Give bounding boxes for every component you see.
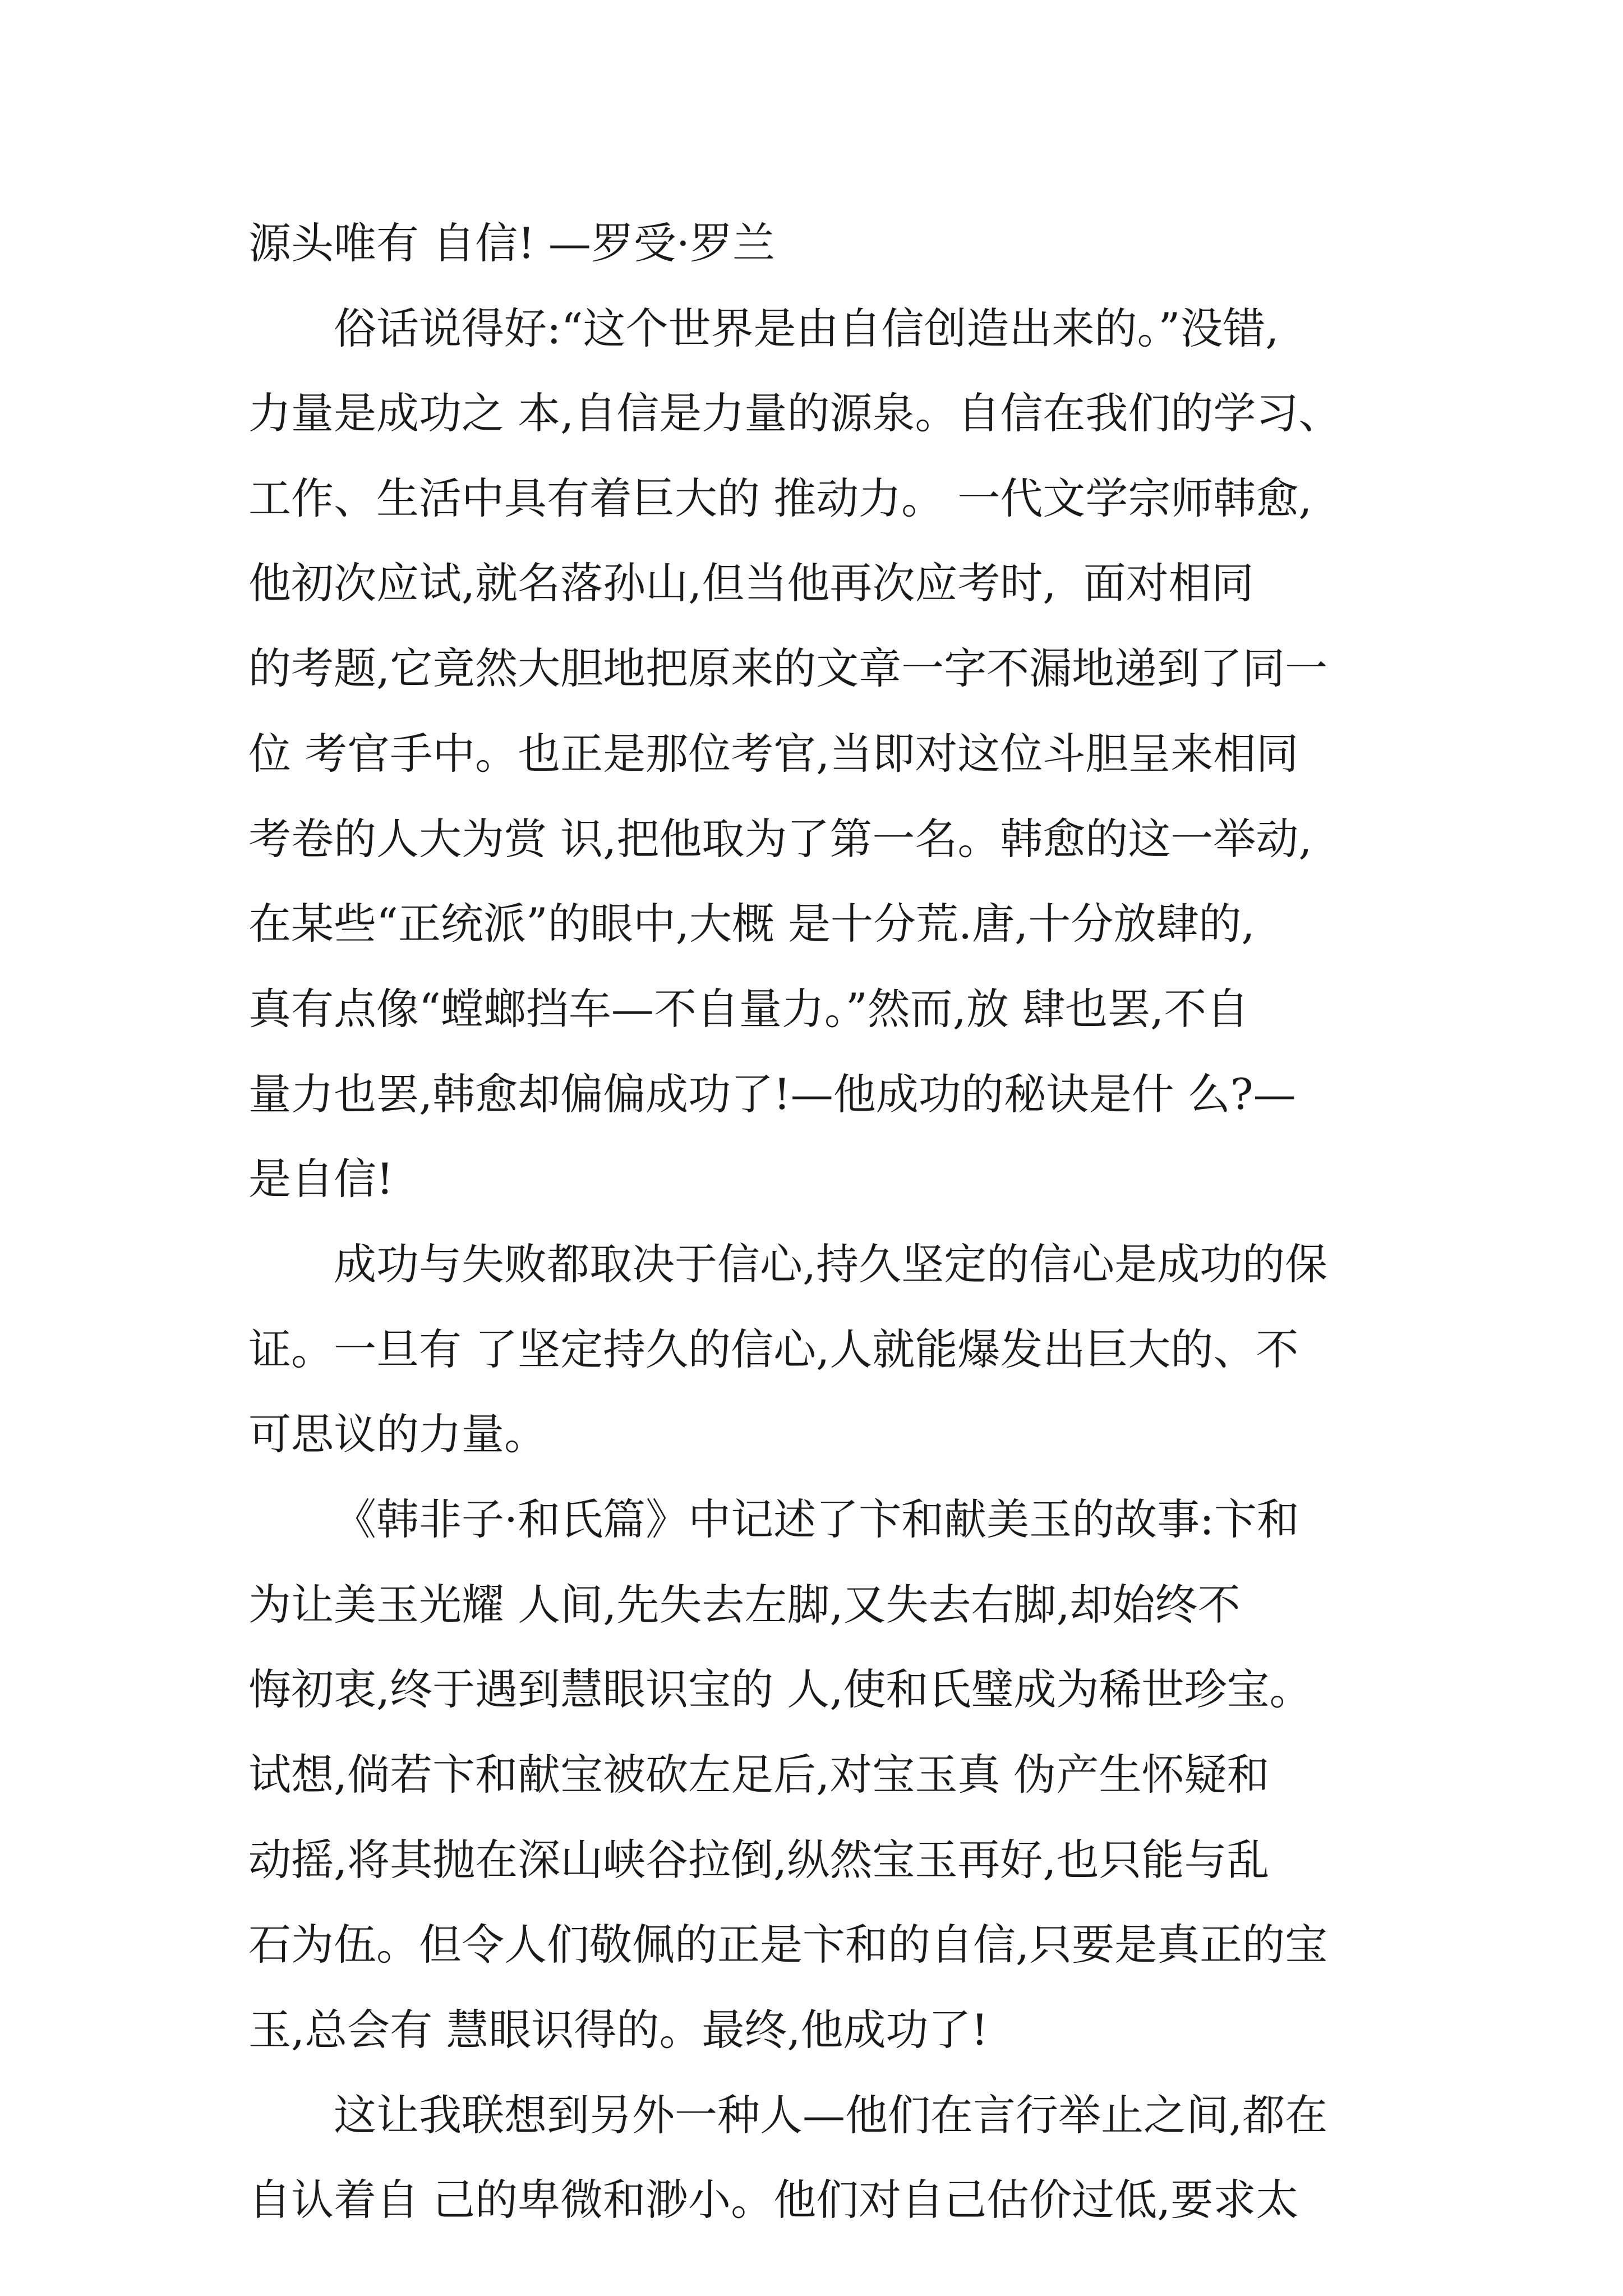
paragraph-1-line-11: 是自信!: [248, 1154, 394, 1204]
paragraph-1-line-6: 位 考官手中。也正是那位考官,当即对这位斗胆呈来相同: [248, 729, 1299, 779]
paragraph-1-line-9: 真有点像“螳螂挡车—不自量力。”然而,放 肆也罢,不自: [248, 984, 1249, 1034]
paragraph-3-line-7: 玉,总会有 慧眼识得的。最终,他成功了!: [248, 2005, 989, 2055]
paragraph-1-line-5: 的考题,它竟然大胆地把原来的文章一字不漏地递到了同一: [248, 643, 1328, 693]
paragraph-3-line-1: 《韩非子·和氏篇》中记述了卞和献美玉的故事:卞和: [334, 1494, 1299, 1544]
paragraph-3-line-2: 为让美玉光耀 人间,先失去左脚,又失去右脚,却始终不: [248, 1580, 1241, 1630]
paragraph-3-line-3: 悔初衷,终于遇到慧眼识宝的 人,使和氏璧成为稀世珍宝。: [248, 1664, 1312, 1714]
paragraph-1-line-1: 俗话说得好:“这个世界是由自信创造出来的。”没错,: [334, 303, 1279, 353]
paragraph-4-line-1: 这让我联想到另外一种人—他们在言行举止之间,都在: [334, 2090, 1328, 2140]
paragraph-1-line-4: 他初次应试,就名落孙山,但当他再次应考时, 面对相同: [248, 558, 1254, 608]
paragraph-1-line-3: 工作、生活中具有着巨大的 推动力。 一代文学宗师韩愈,: [248, 473, 1312, 523]
paragraph-3-line-6: 石为伍。但令人们敬佩的正是卞和的自信,只要是真正的宝: [248, 1920, 1328, 1970]
paragraph-1-line-7: 考卷的人大为赏 识,把他取为了第一名。韩愈的这一举动,: [248, 814, 1312, 864]
quote-line: 源头唯有 自信! —罗受·罗兰: [248, 218, 776, 268]
paragraph-3-line-5: 动摇,将其抛在深山峡谷拉倒,纵然宝玉再好,也只能与乱: [248, 1835, 1270, 1885]
paragraph-3-line-4: 试想,倘若卞和献宝被砍左足后,对宝玉真 伪产生怀疑和: [248, 1750, 1270, 1800]
paragraph-4-line-2: 自认着自 己的卑微和渺小。他们对自己估价过低,要求太: [248, 2175, 1299, 2225]
paragraph-1-line-8: 在某些“正统派”的眼中,大概 是十分荒.唐,十分放肆的,: [248, 899, 1255, 949]
paragraph-1-line-10: 量力也罢,韩愈却偏偏成功了!—他成功的秘诀是什 么?—: [248, 1069, 1296, 1119]
paragraph-1-line-2: 力量是成功之 本,自信是力量的源泉。自信在我们的学习、: [248, 388, 1341, 438]
paragraph-2-line-1: 成功与失败都取决于信心,持久坚定的信心是成功的保: [334, 1239, 1328, 1289]
paragraph-2-line-3: 可思议的力量。: [248, 1409, 547, 1459]
paragraph-2-line-2: 证。一旦有 了坚定持久的信心,人就能爆发出巨大的、不: [248, 1324, 1299, 1374]
